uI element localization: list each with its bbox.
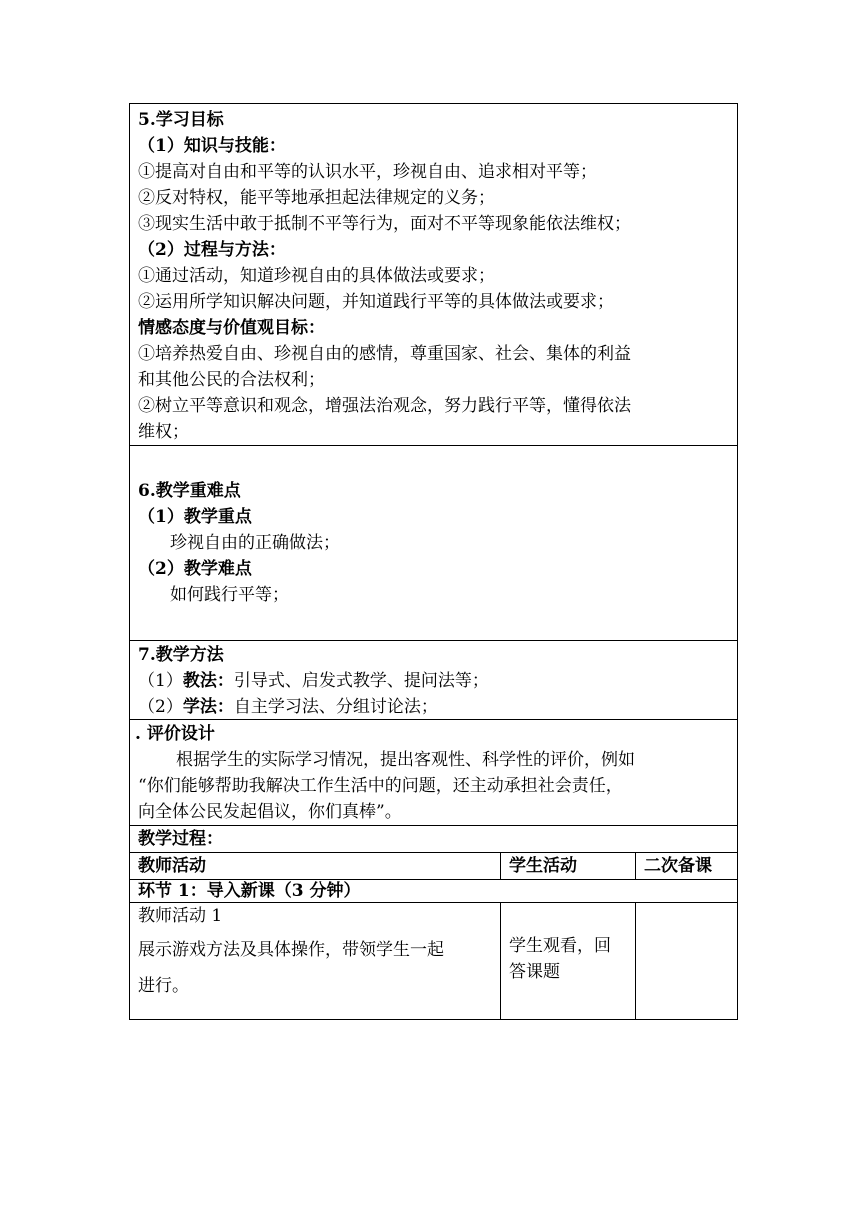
section-teaching-methods: [129, 640, 738, 719]
teacher-activity-title: 教师活动 1: [138, 906, 223, 926]
section-key-difficult-points: [129, 445, 738, 640]
subsection-title: （1）知识与技能：: [138, 136, 286, 156]
section-title: 5.学习目标: [138, 110, 224, 130]
column-header-student: 学生活动: [501, 853, 636, 879]
evaluation-text: 根据学生的实际学习情况，提出客观性、科学性的评价，例如: [176, 750, 635, 770]
student-activity-text: 学生观看，回: [509, 936, 611, 956]
method-label: 学法：: [182, 697, 234, 717]
objective-item-continued: 维权；: [138, 422, 189, 442]
method-label: 教法：: [182, 671, 234, 691]
subsection-title: 情感态度与价值观目标：: [138, 318, 325, 338]
objective-item: ②树立平等意识和观念，增强法治观念，努力践行平等，懂得依法: [138, 396, 631, 416]
objective-item: ②运用所学知识解决问题，并知道践行平等的具体做法或要求；: [138, 292, 614, 312]
method-item: [130, 694, 737, 720]
prep-cell: [636, 903, 737, 1019]
section-title: 教学过程：: [138, 829, 223, 849]
subsection-title: （2）过程与方法：: [138, 240, 286, 260]
objective-item-continued: 和其他公民的合法权利；: [138, 370, 325, 390]
difficult-point-text: 如何践行平等；: [170, 585, 289, 605]
section-title: . 评价设计: [135, 724, 215, 744]
objective-item: ③现实生活中敢于抵制不平等行为，面对不平等现象能依法维权；: [138, 214, 631, 234]
evaluation-text: 向全体公民发起倡议，你们真棒”。: [138, 802, 402, 822]
student-activity-text: 答课题: [509, 962, 560, 982]
objective-item: ①培养热爱自由、珍视自由的感情，尊重国家、社会、集体的利益: [138, 344, 631, 364]
student-activity-cell: [501, 903, 636, 1019]
objective-item: ②反对特权，能平等地承担起法律规定的义务；: [138, 188, 495, 208]
method-prefix: （1）: [138, 671, 183, 691]
method-item: [130, 668, 737, 694]
method-text: 引导式、启发式教学、提问法等；: [233, 671, 489, 691]
step-row: [129, 879, 738, 902]
section-title: 7.教学方法: [138, 645, 224, 665]
subsection-title: （2）教学难点: [138, 559, 252, 579]
step-title: 环节 1：导入新课（3 分钟）: [138, 881, 361, 901]
section-teaching-process: [129, 825, 738, 852]
method-text: 自主学习法、分组讨论法；: [233, 697, 438, 717]
teacher-activity-text: 进行。: [138, 976, 189, 996]
objective-item: ①通过活动，知道珍视自由的具体做法或要求；: [138, 266, 495, 286]
column-header-prep: 二次备课: [644, 856, 712, 876]
evaluation-text: “你们能够帮助我解决工作生活中的问题，还主动承担社会责任，: [138, 776, 623, 796]
objective-item: ①提高对自由和平等的认识水平，珍视自由、追求相对平等；: [138, 162, 597, 182]
section-learning-objectives: [129, 103, 738, 445]
lesson-plan-table: [129, 103, 738, 1020]
column-header-teacher: 教师活动: [130, 853, 501, 879]
method-prefix: （2）: [138, 697, 183, 717]
teacher-activity-text: 展示游戏方法及具体操作，带领学生一起: [138, 940, 444, 960]
section-title: 6.教学重难点: [138, 481, 241, 501]
teacher-activity-cell: [130, 903, 501, 1019]
activity-row: [129, 902, 738, 1020]
subsection-title: （1）教学重点: [138, 507, 252, 527]
process-table-header: [129, 852, 738, 879]
key-point-text: 珍视自由的正确做法；: [170, 533, 340, 553]
section-evaluation-design: [129, 719, 738, 825]
